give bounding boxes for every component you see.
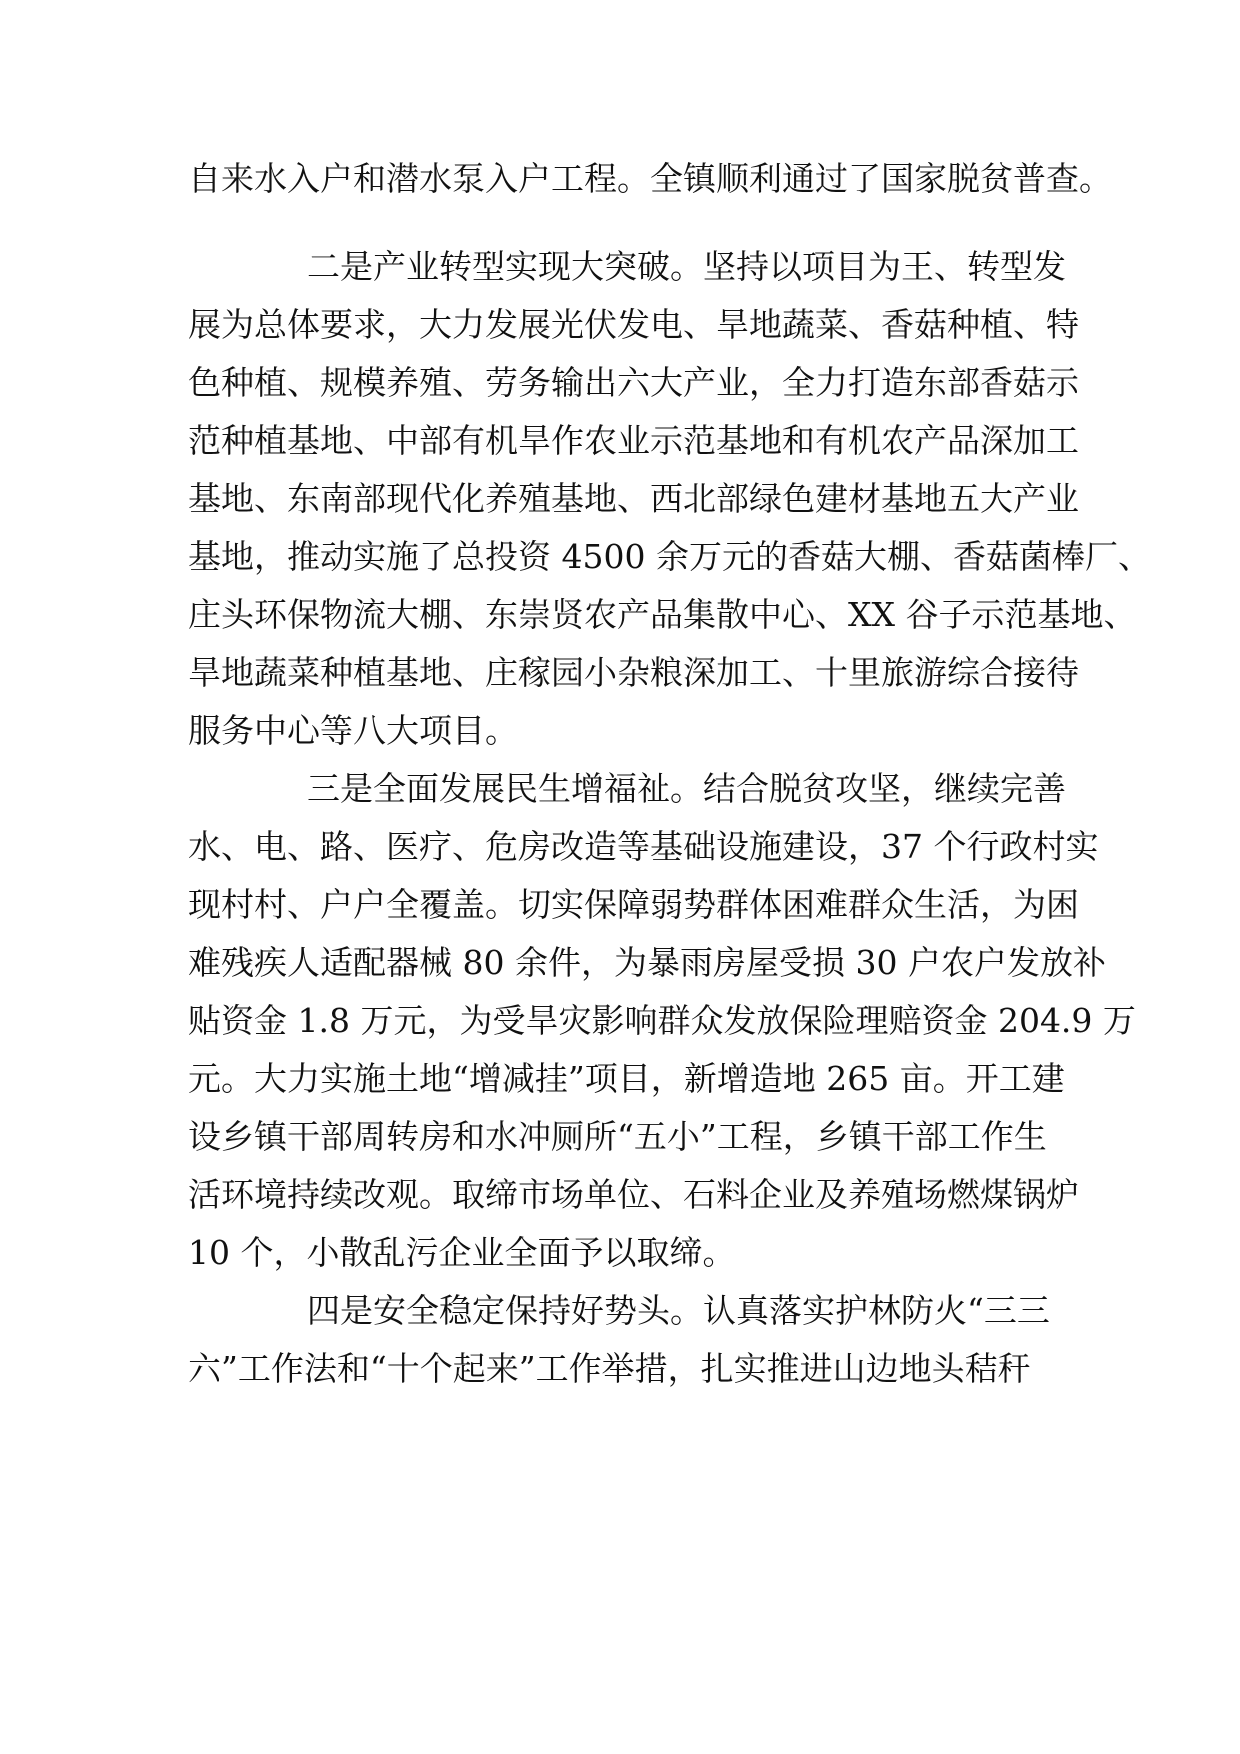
text-line: 范种植基地、中部有机旱作农业示范基地和有机农产品深加工 [188,421,1079,460]
text-line: 元。大力实施土地“增减挂”项目，新增造地 265 亩。开工建 [188,1059,1065,1098]
text-line: 服务中心等八大项目。 [188,711,518,750]
paragraph-4-first-line: 四是安全稳定保持好势头。认真落实护林防火“三三 [307,1291,1050,1330]
text-line: 设乡镇干部周转房和水冲厕所“五小”工程，乡镇干部工作生 [188,1117,1047,1156]
paragraph-2-first-line: 二是产业转型实现大突破。坚持以项目为王、转型发 [307,247,1066,286]
text-line: 基地、东南部现代化养殖基地、西北部绿色建材基地五大产业 [188,479,1079,518]
paragraph-3-first-line: 三是全面发展民生增福祉。结合脱贫攻坚，继续完善 [307,769,1066,808]
text-line: 旱地蔬菜种植基地、庄稼园小杂粮深加工、十里旅游综合接待 [188,653,1079,692]
text-line: 活环境持续改观。取缔市场单位、石料企业及养殖场燃煤锅炉 [188,1175,1079,1214]
text-line: 自来水入户和潜水泵入户工程。全镇顺利通过了国家脱贫普查。 [188,159,1112,198]
text-line: 难残疾人适配器械 80 余件，为暴雨房屋受损 30 户农户发放补 [188,943,1106,982]
text-line: 现村村、户户全覆盖。切实保障弱势群体困难群众生活，为困 [188,885,1079,924]
text-line: 水、电、路、医疗、危房改造等基础设施建设，37 个行政村实 [188,827,1099,866]
text-line: 六”工作法和“十个起来”工作举措，扎实推进山边地头秸秆 [188,1349,1031,1388]
text-line: 10 个，小散乱污企业全面予以取缔。 [188,1233,736,1272]
text-line: 庄头环保物流大棚、东崇贤农产品集散中心、XX 谷子示范基地、 [188,595,1137,634]
text-line: 展为总体要求，大力发展光伏发电、旱地蔬菜、香菇种植、特 [188,305,1079,344]
text-line: 贴资金 1.8 万元，为受旱灾影响群众发放保险理赔资金 204.9 万 [188,1001,1136,1040]
text-line: 色种植、规模养殖、劳务输出六大产业，全力打造东部香菇示 [188,363,1079,402]
text-line: 基地，推动实施了总投资 4500 余万元的香菇大棚、香菇菌棒厂、 [188,537,1151,576]
